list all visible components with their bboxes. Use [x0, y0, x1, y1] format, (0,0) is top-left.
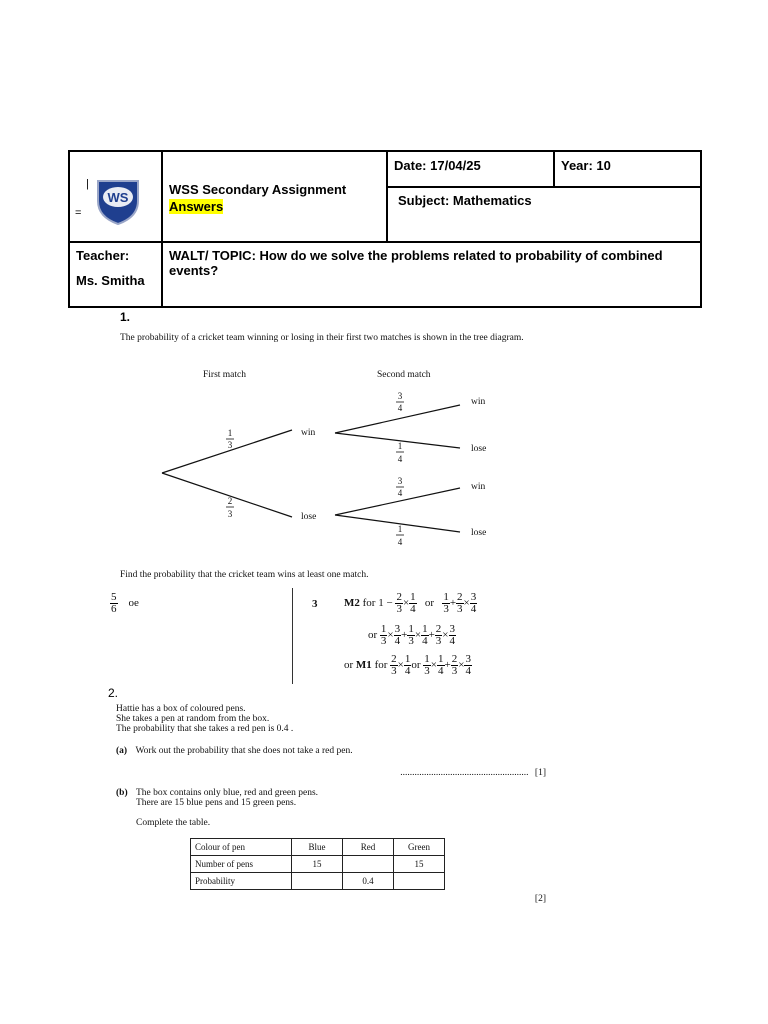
header-table [68, 150, 702, 308]
walt-topic: WALT/ TOPIC: How do we solve the problems related to probability of combined events? [169, 248, 663, 278]
svg-text:4: 4 [397, 403, 403, 413]
part-b-label: (b) [116, 788, 128, 798]
q1-question: Find the probability that the cricket team wins at least one match. [120, 570, 369, 580]
answer-line: ...................................................... [400, 768, 529, 778]
svg-text:WS: WS [107, 190, 129, 205]
divider [386, 186, 700, 188]
table-header: Red [343, 839, 394, 856]
lose-label: lose [301, 512, 317, 522]
answers-label: Answers [169, 199, 224, 214]
first-match-label: First match [203, 370, 247, 380]
svg-text:1: 1 [227, 428, 233, 438]
answer-oe: oe [128, 597, 139, 610]
part-b-text3: Complete the table. [136, 818, 211, 828]
part-a-marks: [1] [534, 768, 546, 778]
lose-label: lose [471, 528, 487, 538]
win-label: win [301, 428, 316, 438]
svg-text:3: 3 [397, 391, 403, 401]
svg-text:3: 3 [397, 476, 403, 486]
question-1-number: 1. [120, 310, 131, 324]
svg-text:2: 2 [227, 496, 233, 506]
svg-text:4: 4 [397, 488, 403, 498]
q1-mark-scheme: $\frac{5}{6}$ oe 3 M2 for 1 − $\frac{2}{3}$ × $\frac{1}{4}$ or $\frac{1}{3}$ + $\frac{2}{3}$ × $\frac{3}{4}$ or $\frac{1}{3}$ × $\frac{3}{4}$ + $\frac{1}{3}$ × $\frac{1}{4}$ + $\frac{2}{3}$ × $\frac{3}{4}$ or M1 for $\frac{2}{3}$ × $\frac{1}{4}$ or $\frac{1}{3}$ × $\frac{1}{4}$ + $\frac{2}{3}$ × $\frac{3}{4}$ [110, 588, 520, 684]
table-cell: 15 [292, 856, 343, 873]
pen-table [190, 838, 445, 890]
win-label: win [471, 482, 486, 492]
svg-text:4: 4 [397, 454, 403, 464]
q1-intro: The probability of a cricket team winning or losing in their first two matches is shown in the tree diagram. [120, 333, 524, 343]
assignment-title: WSS Secondary Assignment [169, 182, 347, 197]
answer-fraction: $\frac{5}{6}$ [111, 591, 117, 615]
lose-label: lose [471, 444, 487, 454]
table-header: Green [394, 839, 445, 856]
divider [386, 152, 388, 242]
year-text: Year: 10 [561, 158, 611, 173]
divider [161, 152, 163, 306]
table-cell: Probability [191, 873, 292, 890]
logo-cell: | = WS [70, 152, 161, 241]
part-a-text: Work out the probability that she does not take a red pen. [135, 746, 353, 756]
marks-value: 3 [312, 598, 318, 610]
table-cell: 15 [394, 856, 445, 873]
divider [70, 241, 700, 243]
question-2 [116, 704, 546, 904]
svg-text:3: 3 [227, 509, 233, 519]
tree-diagram [140, 360, 540, 560]
divider [553, 152, 555, 187]
svg-text:3: 3 [227, 440, 233, 450]
teacher-name: Ms. Smitha [76, 273, 145, 288]
svg-text:4: 4 [397, 537, 403, 547]
table-cell[interactable] [394, 873, 445, 890]
svg-text:1: 1 [397, 441, 403, 451]
teacher-label: Teacher: [76, 248, 130, 263]
part-a-label: (a) [116, 746, 128, 756]
q2-intro3: The probability that she takes a red pen is 0.4 . [116, 724, 294, 734]
part-b-text1: The box contains only blue, red and green pens. [136, 788, 319, 798]
svg-text:1: 1 [397, 524, 403, 534]
table-cell[interactable] [292, 873, 343, 890]
question-2-number: 2. [108, 686, 119, 700]
win-label: win [471, 397, 486, 407]
title-cell [169, 182, 384, 214]
second-match-label: Second match [377, 370, 431, 380]
part-b-marks: [2] [534, 894, 546, 904]
q2-intro2: She takes a pen at random from the box. [116, 714, 270, 724]
q2-intro1: Hattie has a box of coloured pens. [116, 704, 246, 714]
part-b-text2: There are 15 blue pens and 15 green pens. [136, 798, 297, 808]
table-cell: Number of pens [191, 856, 292, 873]
margin-mark: = [75, 207, 82, 219]
school-logo [96, 177, 140, 225]
table-cell[interactable] [343, 856, 394, 873]
table-cell: 0.4 [343, 873, 394, 890]
subject-text: Subject: Mathematics [398, 193, 532, 208]
table-header: Colour of pen [191, 839, 292, 856]
table-header: Blue [292, 839, 343, 856]
date-text: Date: 17/04/25 [394, 158, 481, 173]
